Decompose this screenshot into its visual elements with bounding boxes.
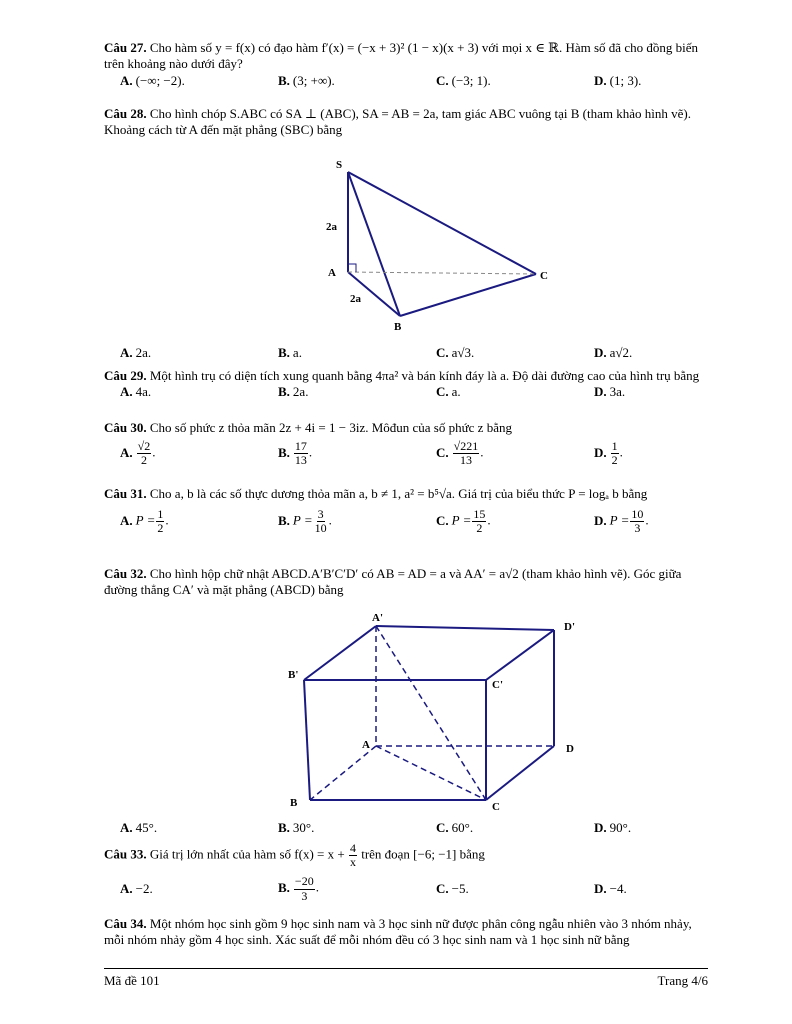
label-c: C (540, 270, 548, 282)
question-29 (104, 368, 708, 401)
option-a[interactable]: A. P = $\frac{1}{2}$ . (120, 507, 169, 536)
label-b: B (290, 797, 298, 809)
option-d[interactable]: D. 90°. (594, 820, 632, 835)
page-number: Trang 4/6 (657, 973, 708, 988)
pyramid-svg (310, 158, 560, 336)
label-sa-length: 2a (326, 221, 337, 233)
label-b1: B' (288, 669, 299, 681)
label-a: A (328, 267, 336, 279)
label-c1: C' (492, 679, 503, 691)
diagonal-a1c (376, 626, 486, 800)
question-32-text: Câu 32. Cho hình hộp chữ nhật ABCD.A′B′C′D′ có AB = AD = a và AA′ = a√2 (tham khảo hình vẽ). Góc giữa đường thẳng CA′ và mặt phẳng (ABCD) bằng (104, 566, 682, 598)
option-b[interactable]: B. 30°. (278, 820, 315, 835)
question-34-text: Câu 34. Một nhóm học sinh gồm 9 học sinh nam và 3 học sinh nữ được phân công ngẫu nhiên vào 3 nhóm nhảy, mỗi nhóm nhảy gồm 4 học sinh. Xác suất để mỗi nhóm đều có 3 học sinh nam và 1 học sinh nữ bằng (104, 916, 692, 948)
label-ab-length: 2a (350, 293, 361, 305)
label-d1: D' (564, 621, 575, 633)
option-c[interactable]: C. a. (436, 384, 461, 400)
option-d[interactable]: D. (1; 3). (594, 72, 642, 88)
label-b: B (394, 321, 402, 333)
option-a[interactable]: A. $\frac{√2}{2}$ . (120, 439, 156, 468)
edge-sc (348, 172, 536, 274)
question-29-options (104, 384, 708, 400)
option-a[interactable]: A. 45°. (120, 820, 158, 835)
box-figure (280, 612, 590, 812)
question-30-options (104, 440, 708, 467)
option-a[interactable]: A. 2a. (120, 345, 152, 360)
edge-ac (348, 272, 536, 274)
question-33-options (104, 875, 708, 902)
edge-ab (310, 746, 376, 800)
option-b[interactable]: B. P = $\frac{3}{10}$ . (278, 507, 332, 536)
question-27 (104, 40, 708, 89)
label-a: A (362, 739, 370, 751)
option-d[interactable]: D. $\frac{1}{2}$ . (594, 439, 623, 468)
option-b[interactable]: B. $\frac{-20}{3}$ . (278, 874, 319, 903)
question-33-text: Câu 33. Giá trị lớn nhất của hàm số f(x) = x + $\frac{4}{x}$ trên đoạn [−6; −1] bằng (104, 841, 485, 870)
question-32-options (104, 820, 708, 836)
option-c[interactable]: C. 60°. (436, 820, 474, 835)
question-28-text: Câu 28. Cho hình chóp S.ABC có SA ⊥ (ABC), SA = AB = 2a, tam giác ABC vuông tại B (tham khảo hình vẽ). Khoảng cách từ A đến mặt phẳng (SBC) bằng (104, 106, 691, 138)
option-c[interactable]: C. (−3; 1). (436, 72, 491, 88)
question-27-options (104, 73, 708, 89)
option-d[interactable]: D. −4. (594, 880, 627, 896)
question-28-options (104, 345, 708, 361)
label-c: C (492, 801, 500, 812)
option-a[interactable]: A. (−∞; −2). (120, 72, 185, 88)
option-b[interactable]: B. (3; +∞). (278, 72, 335, 88)
question-31-text: Câu 31. Cho a, b là các số thực dương thỏa mãn a, b ≠ 1, a² = b⁵√a. Giá trị của biểu thức P = logₐ b bằng (104, 486, 648, 501)
option-b[interactable]: B. 2a. (278, 384, 309, 400)
option-c[interactable]: C. a√3. (436, 345, 475, 360)
label-d: D (566, 743, 574, 755)
option-c[interactable]: C. −5. (436, 880, 469, 896)
box-svg (280, 612, 590, 812)
label-s: S (336, 159, 343, 171)
pyramid-figure (310, 158, 560, 336)
edge-cd (486, 746, 554, 800)
question-32 (104, 566, 708, 599)
option-d[interactable]: D. P = $\frac{10}{3}$ . (594, 507, 649, 536)
label-a1: A' (372, 612, 383, 624)
option-a[interactable]: A. −2. (120, 880, 153, 896)
page-footer (104, 968, 708, 989)
question-31 (104, 486, 708, 536)
edge-a1b1 (304, 626, 376, 680)
option-d[interactable]: D. 3a. (594, 384, 626, 400)
option-c[interactable]: C. $\frac{√221}{13}$ . (436, 439, 484, 468)
question-31-options (104, 508, 708, 535)
question-28 (104, 106, 708, 139)
question-33 (104, 842, 708, 903)
option-b[interactable]: B. a. (278, 345, 302, 360)
question-29-text: Câu 29. Một hình trụ có diện tích xung quanh bằng 4πa² và bán kính đáy là a. Độ dài đường cao của hình trụ bằng (104, 368, 700, 383)
exam-code: Mã đề 101 (104, 973, 160, 988)
option-a[interactable]: A. 4a. (120, 384, 152, 400)
edge-b1b (304, 680, 310, 800)
edge-a1d1 (376, 626, 554, 630)
option-c[interactable]: C. P = $\frac{15}{2}$ . (436, 507, 491, 536)
question-34 (104, 916, 708, 949)
question-27-text: Câu 27. Cho hàm số y = f(x) có đạo hàm f′(x) = (−x + 3)² (1 − x)(x + 3) với mọi x ∈ ℝ. Hàm số đã cho đồng biến trên khoảng nào dưới đây? (104, 40, 698, 72)
question-30 (104, 420, 708, 468)
right-angle-mark-a (348, 264, 356, 272)
option-d[interactable]: D. a√2. (594, 345, 633, 360)
edge-d1c1 (486, 630, 554, 680)
edge-bc (400, 274, 536, 316)
option-b[interactable]: B. $\frac{17}{13}$ . (278, 439, 313, 468)
question-30-text: Câu 30. Cho số phức z thỏa mãn 2z + 4i = 1 − 3iz. Môđun của số phức z bằng (104, 420, 512, 435)
